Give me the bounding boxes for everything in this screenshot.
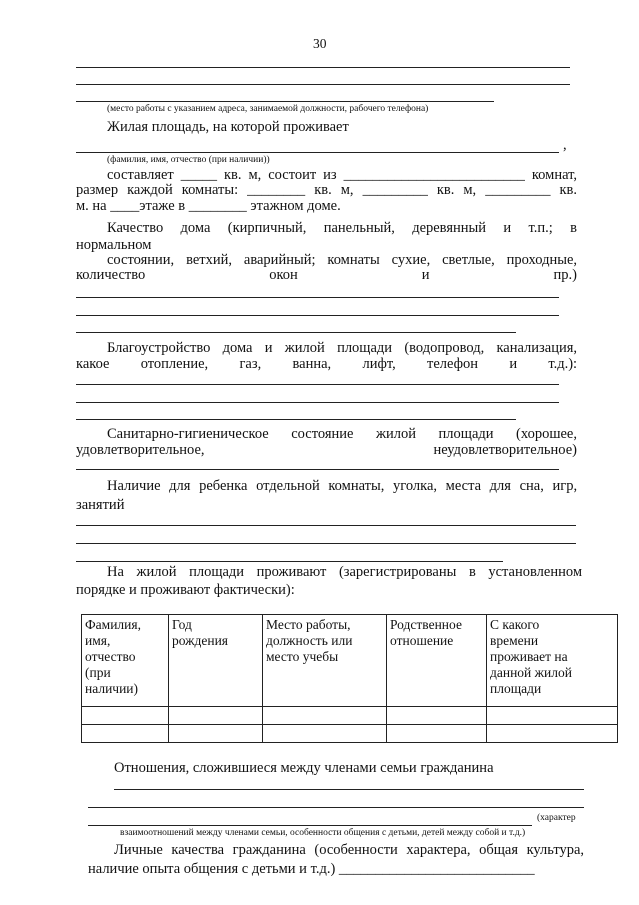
sanitary-line2: удовлетворительное, неудовлетворительное) — [76, 442, 577, 458]
amenities-line1: Благоустройство дома и жилой площади (водопровод, канализация, — [107, 340, 578, 356]
table-cell[interactable] — [387, 725, 487, 743]
quality-line2: нормальном — [76, 237, 152, 253]
blank-line[interactable] — [76, 315, 559, 316]
header-full-name: Фамилия, имя, отчество (при наличии) — [82, 615, 169, 707]
header-birth-year: Год рождения — [169, 615, 263, 707]
blank-line[interactable] — [76, 525, 576, 526]
living-comma: , — [563, 137, 567, 153]
hint-work-place: (место работы с указанием адреса, занимаемой должности, рабочего телефона) — [107, 104, 429, 114]
blank-line[interactable] — [76, 67, 570, 68]
table-cell[interactable] — [487, 725, 618, 743]
table-cell[interactable] — [487, 707, 618, 725]
blank-line[interactable] — [76, 101, 494, 102]
header-work-place: Место работы, должность или место учебы — [263, 615, 387, 707]
blank-line[interactable] — [76, 561, 503, 562]
quality-line4: количество окон и пр.) — [76, 267, 577, 283]
child-room-line2: занятий — [76, 497, 125, 513]
quality-line1: Качество дома (кирпичный, панельный, деревянный и т.п.; в — [107, 220, 577, 236]
table-row — [82, 725, 618, 743]
quality-line3: состоянии, ветхий, аварийный; комнаты сухие, светлые, проходные, — [107, 252, 578, 268]
child-room-line1: Наличие для ребенка отдельной комнаты, уголка, места для сна, игр, — [107, 478, 578, 494]
table-cell[interactable] — [82, 707, 169, 725]
living-sizes-line3: м. на ____этаже в ________ этажном доме. — [76, 198, 341, 214]
blank-line[interactable] — [76, 332, 516, 333]
relations-intro: Отношения, сложившиеся между членами семьи гражданина — [114, 760, 494, 776]
blank-line[interactable] — [88, 825, 532, 826]
blank-line[interactable] — [88, 807, 584, 808]
blank-line[interactable] — [76, 543, 576, 544]
table-cell[interactable] — [169, 707, 263, 725]
sanitary-line1: Санитарно-гигиеническое состояние жилой площади (хорошее, — [107, 426, 577, 442]
table-cell[interactable] — [263, 725, 387, 743]
blank-line[interactable] — [114, 789, 584, 790]
personal-line1: Личные качества гражданина (особенности характера, общая культура, — [114, 842, 585, 858]
table-cell[interactable] — [169, 725, 263, 743]
blank-line[interactable] — [76, 297, 559, 298]
page-number: 30 — [313, 36, 327, 51]
header-relationship: Родственное отношение — [387, 615, 487, 707]
hint-relations-tail: (характер — [537, 813, 576, 823]
hint-full-name: (фамилия, имя, отчество (при наличии)) — [107, 155, 270, 165]
residents-table — [81, 614, 618, 743]
blank-line[interactable] — [76, 402, 559, 403]
header-living-since: С какого времени проживает на данной жилой площади — [487, 615, 618, 707]
living-sizes-line1: составляет _____ кв. м, состоит из _________________________ комнат, — [107, 167, 578, 183]
table-cell[interactable] — [82, 725, 169, 743]
table-row — [82, 707, 618, 725]
blank-line[interactable] — [76, 152, 559, 153]
table-cell[interactable] — [387, 707, 487, 725]
blank-line[interactable] — [76, 84, 570, 85]
hint-relations: взаимоотношений между членами семьи, особенности общения с детьми, детей между собой и т.д.) — [120, 828, 526, 838]
blank-line[interactable] — [76, 419, 516, 420]
amenities-line2: какое отопление, газ, ванна, лифт, телефон и т.д.): — [76, 356, 578, 372]
residents-line2: порядке и проживают фактически): — [76, 582, 295, 598]
personal-line2: наличие опыта общения с детьми и т.д.) ___________________________ — [88, 861, 535, 877]
blank-line[interactable] — [76, 384, 559, 385]
blank-line[interactable] — [76, 469, 559, 470]
residents-line1: На жилой площади проживают (зарегистрированы в установленном — [107, 564, 583, 580]
table-cell[interactable] — [263, 707, 387, 725]
living-sizes-line2: размер каждой комнаты: ________ кв. м, _________ кв. м, _________ кв. — [76, 182, 578, 198]
living-intro: Жилая площадь, на которой проживает — [107, 119, 349, 135]
